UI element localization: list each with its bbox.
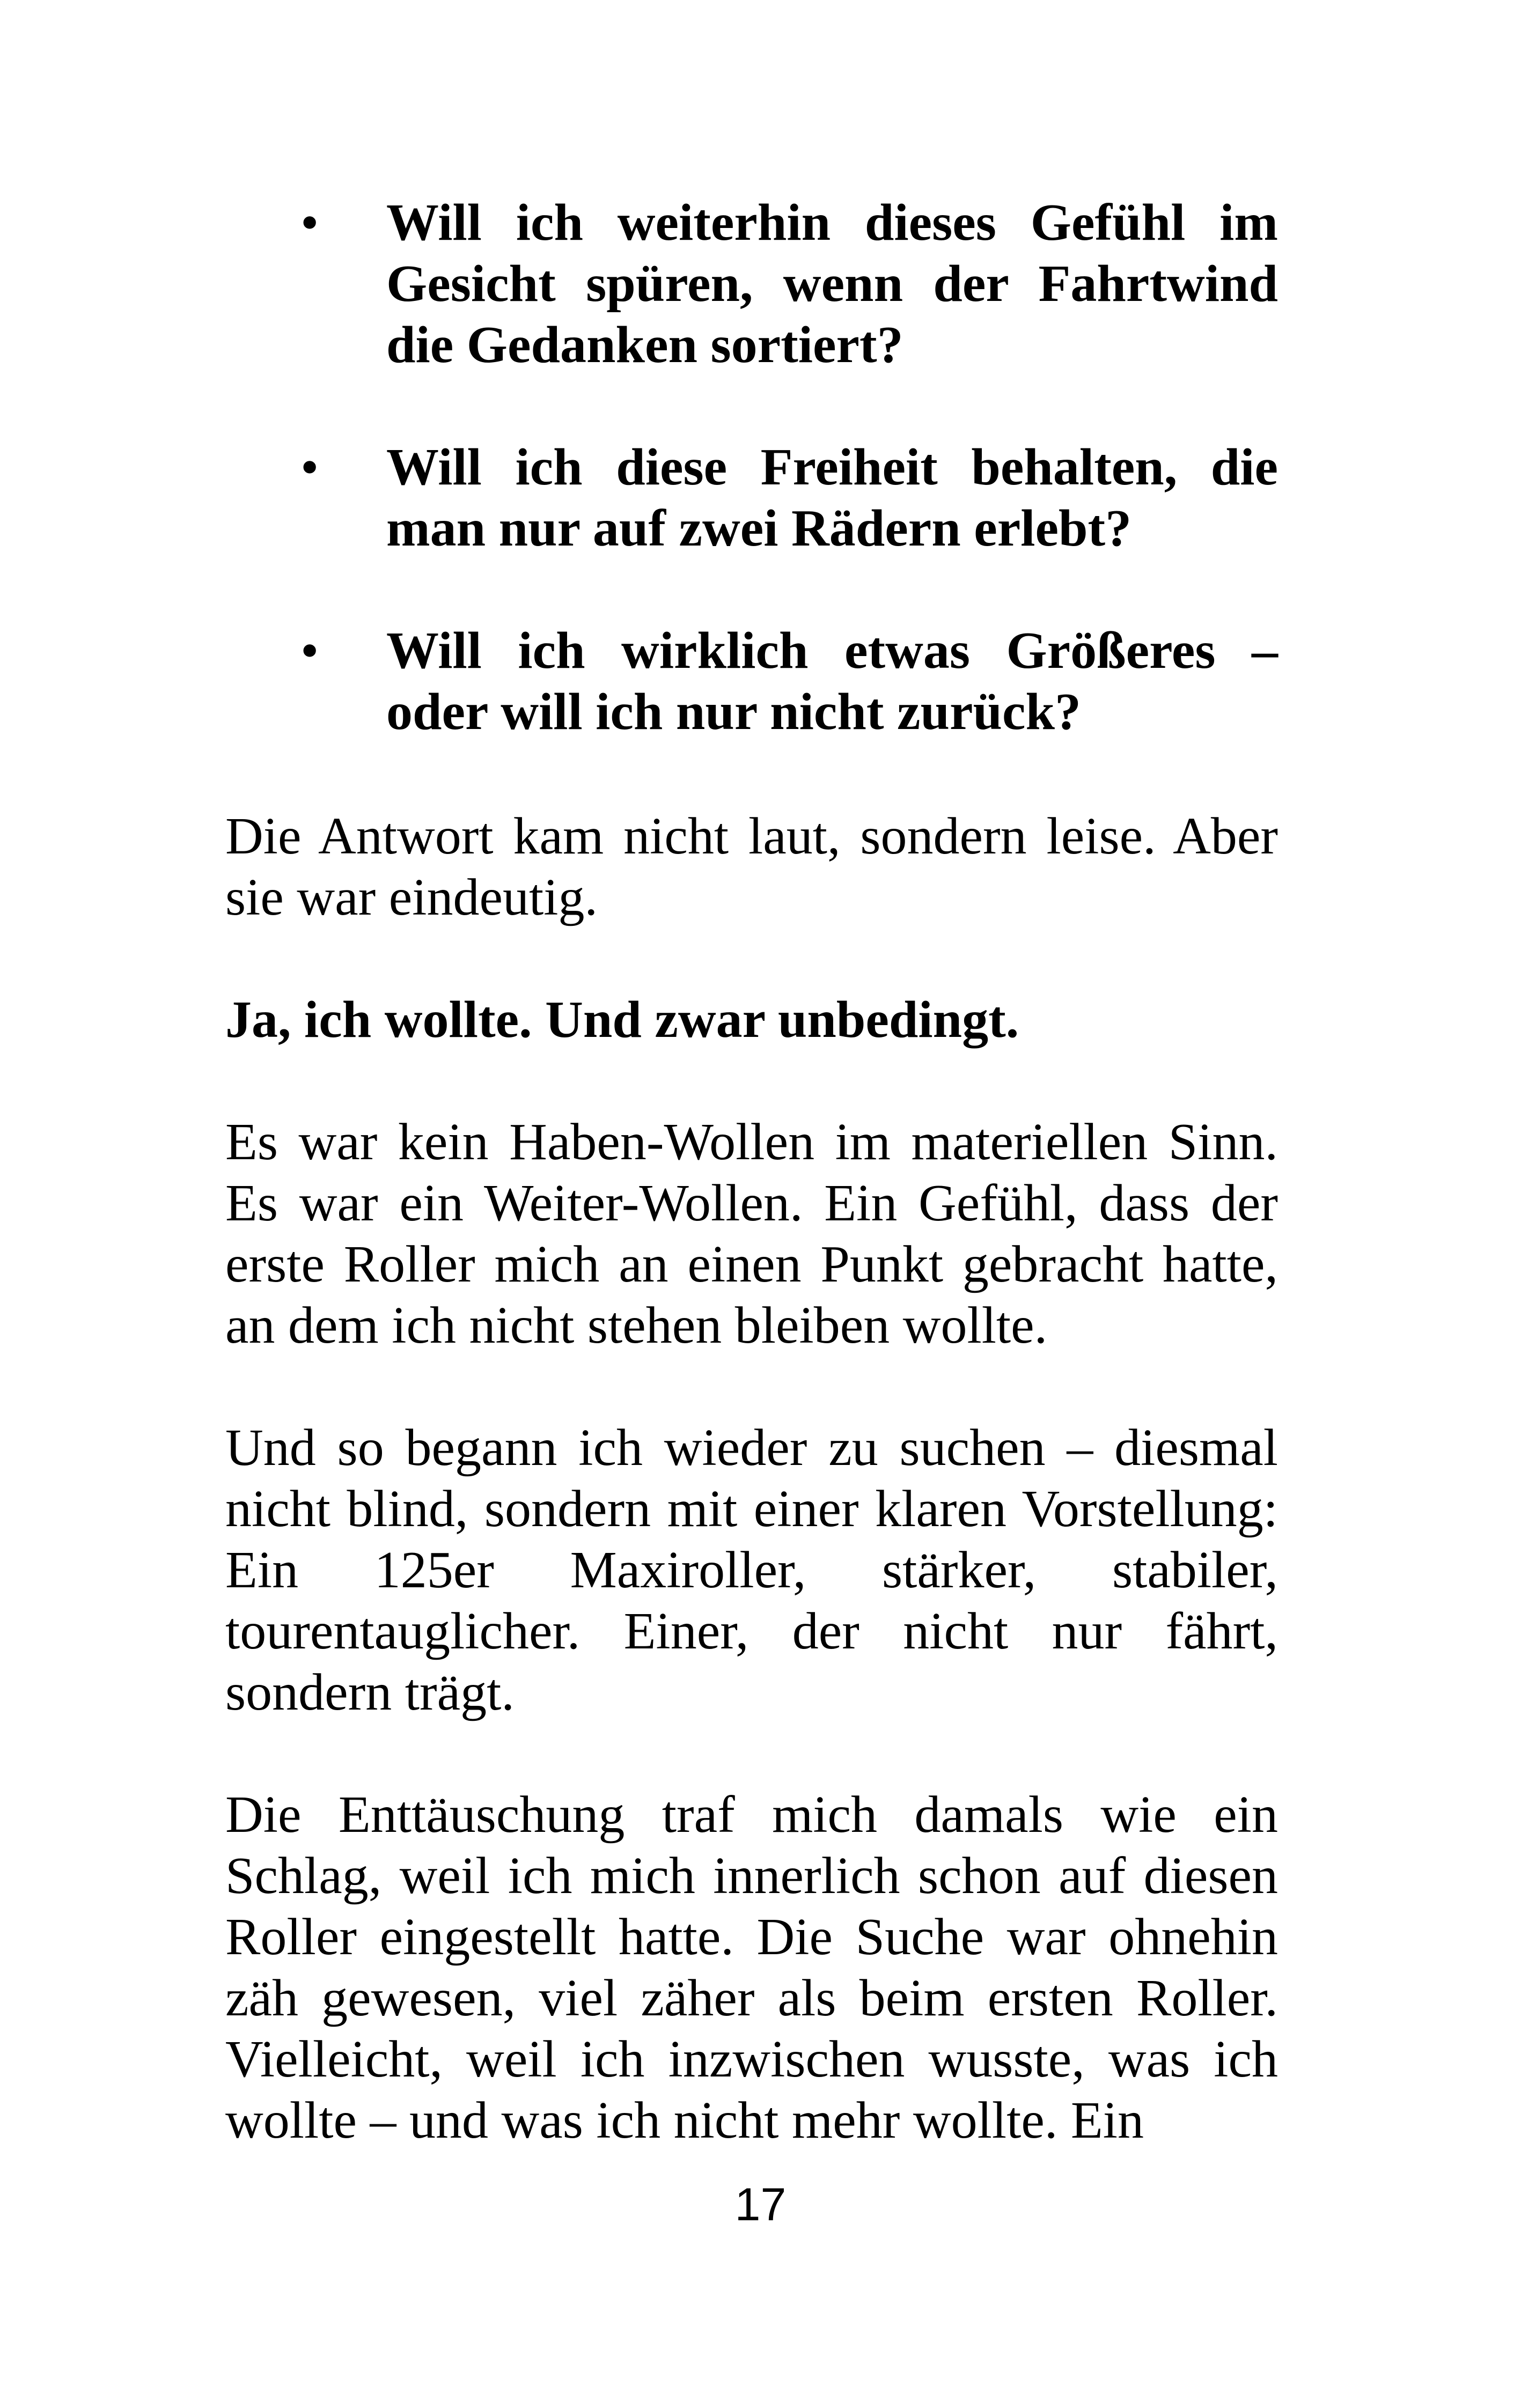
paragraph-wanting: Es war kein Haben-Wollen im materiellen Sinn. Es war ein Weiter-Wollen. Ein Gefühl, dass der erste Roller mich an einen Punkt gebracht hatte, an dem ich nicht stehen bleiben wollte. bbox=[225, 1113, 1278, 1354]
page-number: 17 bbox=[734, 2179, 787, 2230]
bullet-icon: • bbox=[300, 622, 319, 680]
question-list bbox=[225, 192, 1278, 804]
bullet-icon: • bbox=[300, 438, 319, 496]
paragraph-disappointment: Die Enttäuschung traf mich damals wie ein Schlag, weil ich mich innerlich schon auf diesen Roller eingestellt hatte. Die Suche war ohnehin zäh gewesen, viel zäher als beim ersten Roller. Vielleicht, weil ich inzwischen wusste, was ich wollte – und was ich nicht mehr wollte. Ein bbox=[225, 1786, 1278, 2149]
list-item bbox=[225, 620, 1278, 742]
paragraph-search: Und so begann ich wieder zu suchen – diesmal nicht blind, sondern mit einer klaren Vorstellung: Ein 125er Maxiroller, stärker, stabiler, tourentauglicher. Einer, der nicht nur fährt, sondern trägt. bbox=[225, 1419, 1278, 1721]
bullet-icon: • bbox=[300, 194, 319, 252]
list-item-text: Will ich weiterhin dieses Gefühl im Gesicht spüren, wenn der Fahrtwind die Gedanken sortiert? bbox=[386, 194, 1278, 374]
paragraph-answer: Die Antwort kam nicht laut, sondern leise. Aber sie war eindeutig. bbox=[225, 807, 1278, 926]
paragraph-emphasis: Ja, ich wollte. Und zwar unbedingt. bbox=[225, 991, 1019, 1049]
list-item bbox=[225, 437, 1278, 559]
list-item-text: Will ich wirklich etwas Größeres – oder will ich nur nicht zurück? bbox=[386, 622, 1278, 741]
list-item bbox=[225, 192, 1278, 375]
list-item-text: Will ich diese Freiheit behalten, die man nur auf zwei Rädern erlebt? bbox=[386, 438, 1278, 557]
